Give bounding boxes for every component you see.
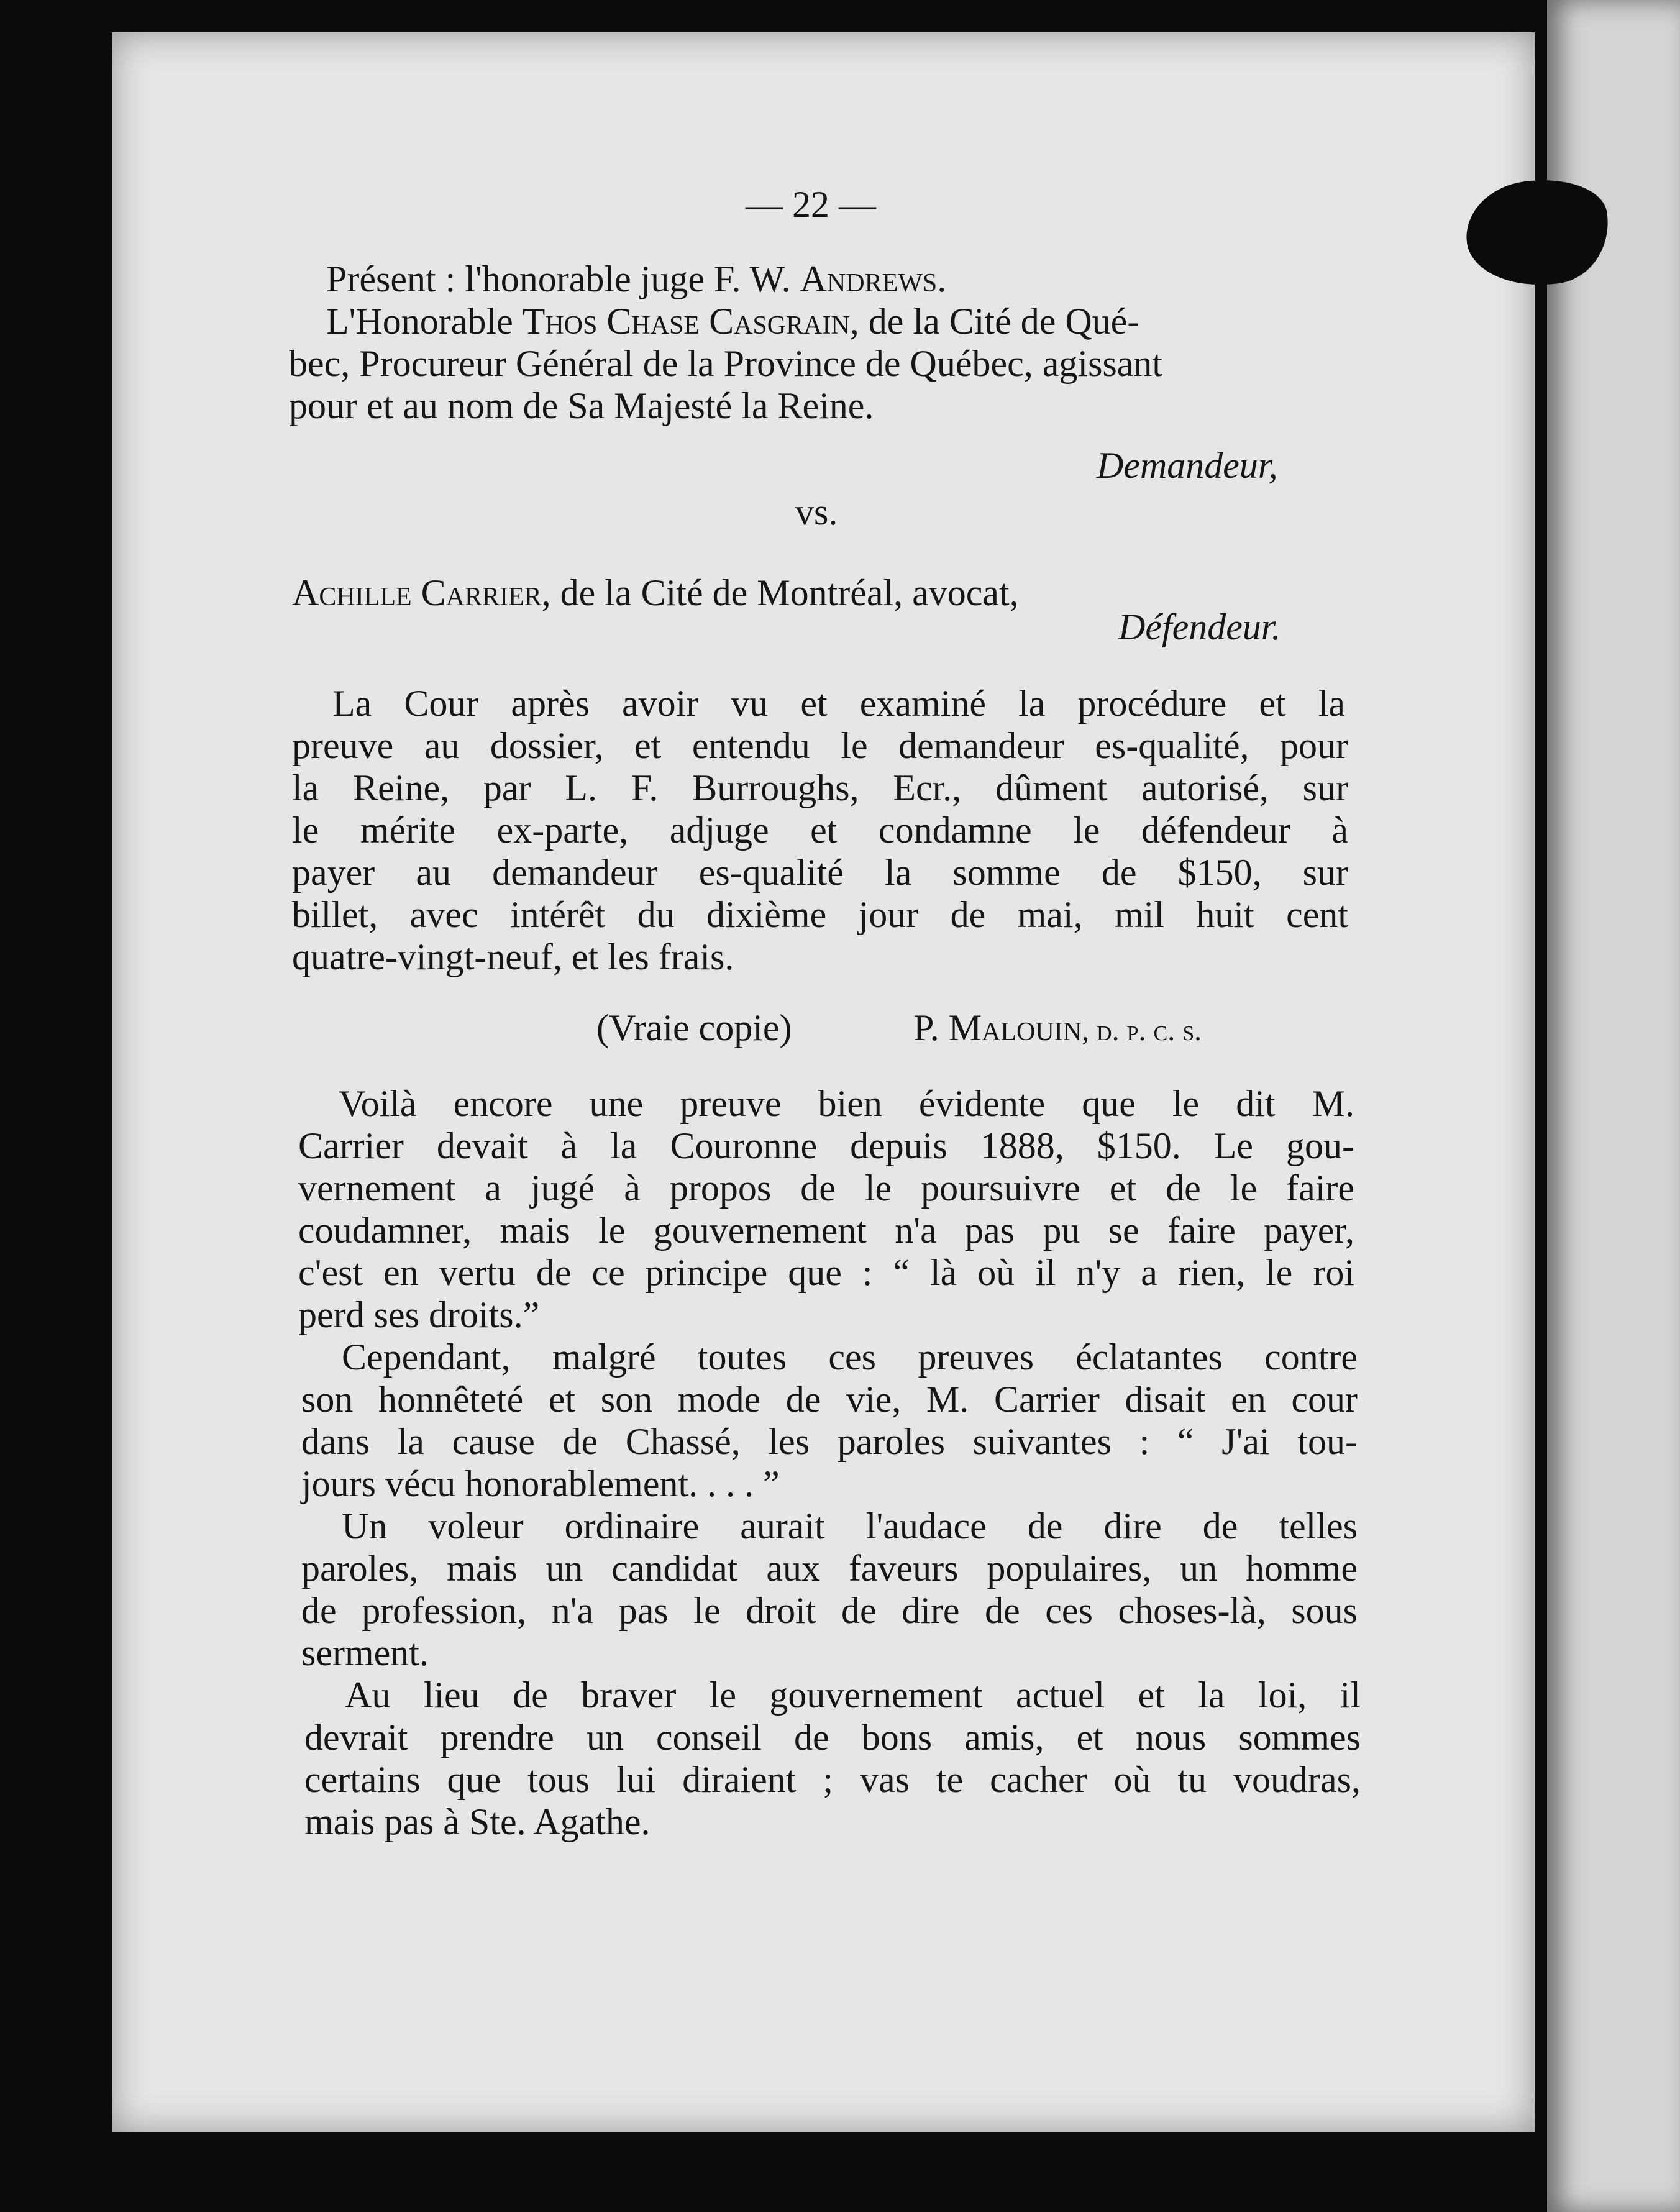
judge-surname: Andrews — [800, 258, 938, 299]
judgment-line-2: preuve au dossier, et entendu le demandeur es-qualité, pour — [292, 725, 1348, 766]
defendant-line: Achille Carrier, de la Cité de Montréal, avocat, — [292, 572, 1019, 613]
judgment-line-6: billet, avec intérêt du dixième jour de mai, mil huit cent — [292, 894, 1348, 935]
paragraph2-line-1: Cependant, malgré toutes ces preuves éclatantes contre — [342, 1337, 1358, 1378]
paragraph4-line-3: certains que tous lui diraient ; vas te cacher où tu voudras, — [304, 1759, 1361, 1800]
signatory-name: Malouin — [948, 1007, 1082, 1048]
paragraph4-line-2: devrait prendre un conseil de bons amis, et nous sommes — [304, 1717, 1361, 1758]
plaintiff-line-1: L'Honorable Thos Chase Casgrain, de la Cité de Qué- — [326, 301, 1140, 342]
judgment-line-5: payer au demandeur es-qualité la somme de $150, sur — [292, 852, 1348, 893]
certification-label: (Vraie copie) — [596, 1007, 792, 1048]
certification-signatory: P. Malouin, d. p. c. s. — [913, 1007, 1202, 1048]
paragraph3-line-3: de profession, n'a pas le droit de dire de ces choses-là, sous — [301, 1590, 1358, 1631]
plaintiff-role: Demandeur, — [1097, 445, 1278, 486]
paragraph1-line-4: coudamner, mais le gouvernement n'a pas pu se faire payer, — [298, 1210, 1354, 1251]
versus: vs. — [795, 491, 838, 532]
paragraph4-line-4: mais pas à Ste. Agathe. — [304, 1801, 651, 1842]
paragraph4-line-1: Au lieu de braver le gouvernement actuel et la loi, il — [345, 1675, 1361, 1716]
paragraph2-line-4: jours vécu honorablement. . . . ” — [301, 1463, 780, 1504]
paragraph1-line-2: Carrier devait à la Couronne depuis 1888, $150. Le gou- — [298, 1125, 1354, 1166]
plaintiff-line-3: pour et au nom de Sa Majesté la Reine. — [289, 385, 874, 426]
paragraph2-line-3: dans la cause de Chassé, les paroles suivantes : “ J'ai tou- — [301, 1421, 1358, 1462]
judgment-line-1: La Cour après avoir vu et examiné la procédure et la — [332, 683, 1345, 724]
paragraph1-line-1: Voilà encore une preuve bien évidente que le dit M. — [339, 1083, 1354, 1124]
paragraph3-line-4: serment. — [301, 1632, 429, 1673]
paragraph1-line-6: perd ses droits.” — [298, 1294, 540, 1335]
paragraph3-line-2: paroles, mais un candidat aux faveurs populaires, un homme — [301, 1548, 1358, 1589]
present-line: Présent : l'honorable juge F. W. Andrews. — [326, 258, 947, 299]
plaintiff-name: Thos Chase Casgrain — [522, 301, 850, 342]
plaintiff-line-2: bec, Procureur Général de la Province de Québec, agissant — [289, 343, 1163, 384]
defendant-role: Défendeur. — [1118, 606, 1281, 647]
paragraph3-line-1: Un voleur ordinaire aurait l'audace de dire de telles — [342, 1506, 1358, 1547]
signatory-title: , d. p. c. s. — [1082, 1014, 1202, 1047]
judgment-line-3: la Reine, par L. F. Burroughs, Ecr., dûment autorisé, sur — [292, 767, 1348, 808]
paragraph1-line-3: vernement a jugé à propos de le poursuivre et de le faire — [298, 1168, 1354, 1209]
judgment-line-4: le mérite ex-parte, adjuge et condamne le défendeur à — [292, 810, 1348, 851]
paragraph1-line-5: c'est en vertu de ce principe que : “ là où il n'y a rien, le roi — [298, 1252, 1354, 1293]
page-number: — 22 — — [746, 184, 876, 225]
paragraph2-line-2: son honnêteté et son mode de vie, M. Carrier disait en cour — [301, 1379, 1358, 1420]
judgment-line-7: quatre-vingt-neuf, et les frais. — [292, 936, 734, 977]
defendant-name: Achille Carrier — [292, 572, 542, 613]
adjacent-page-edge — [1547, 0, 1680, 2212]
